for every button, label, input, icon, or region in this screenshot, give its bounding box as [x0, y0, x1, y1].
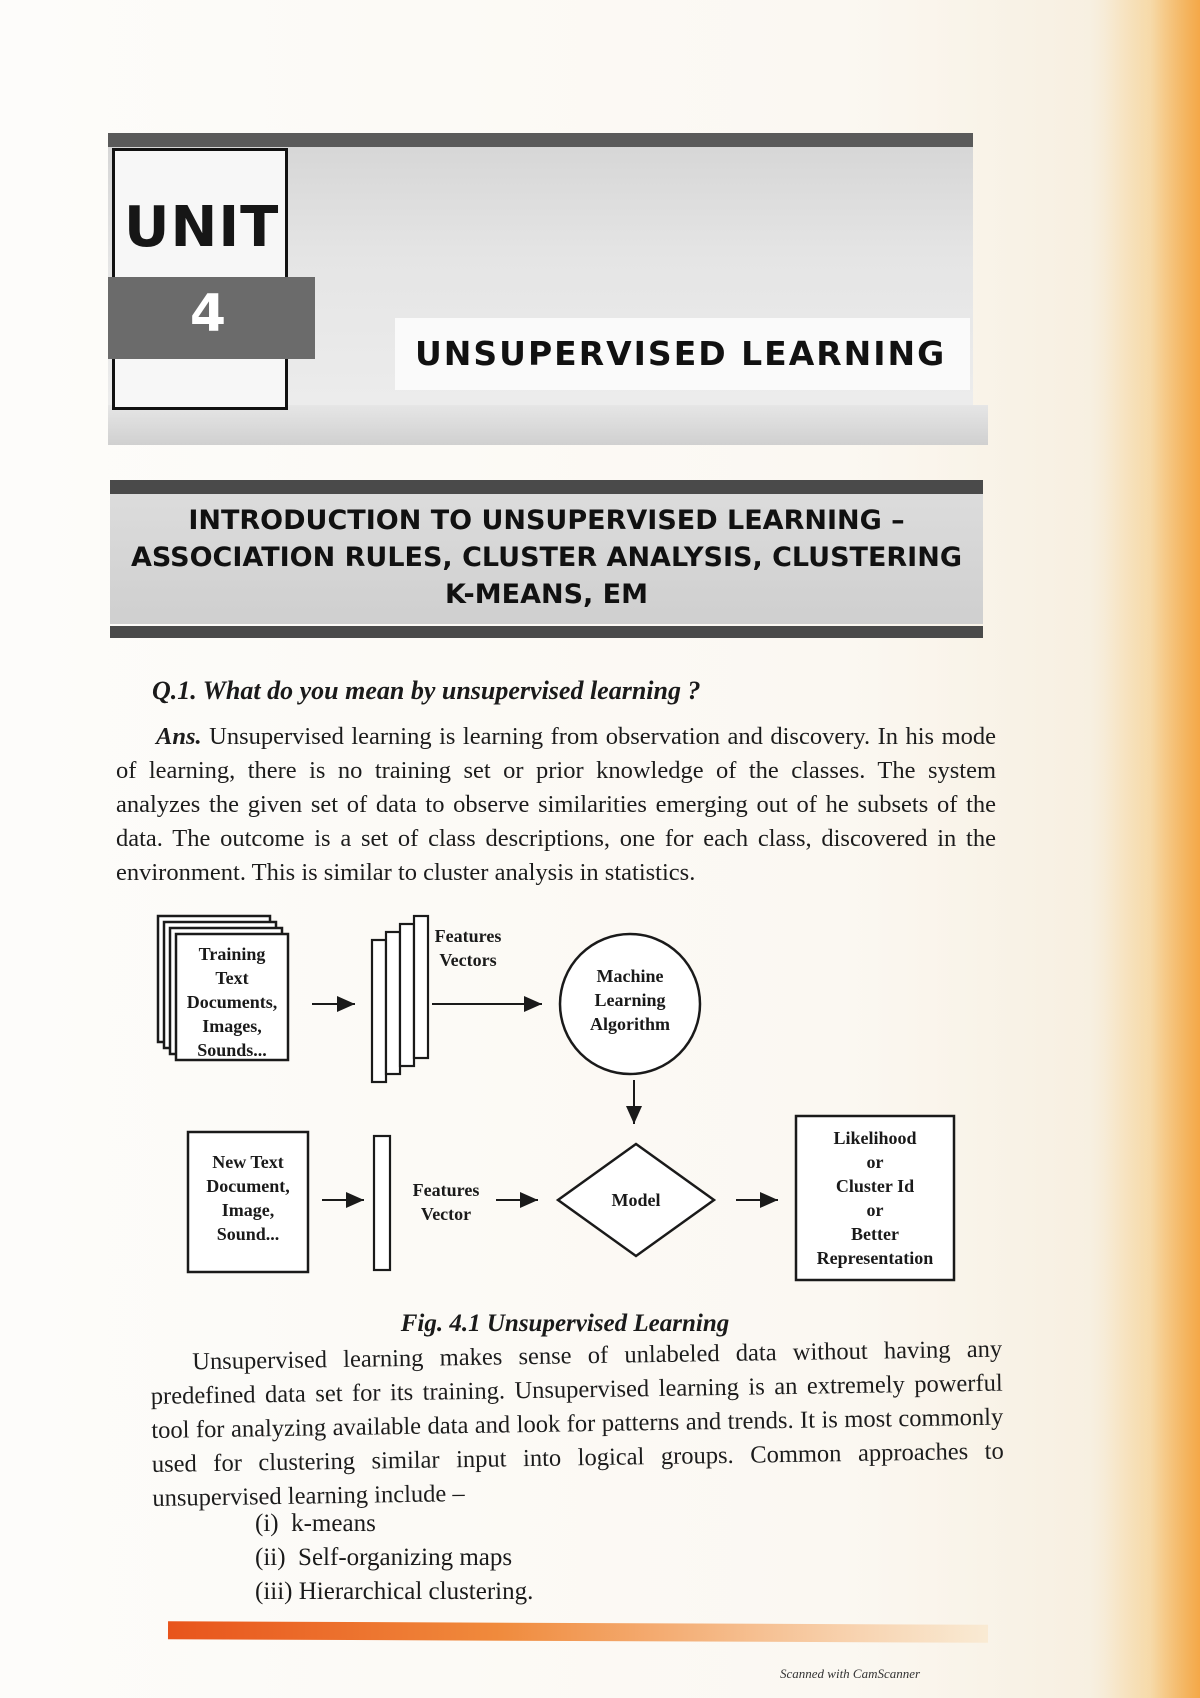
- list-marker: (i): [255, 1510, 279, 1537]
- unsupervised-learning-diagram: [150, 910, 980, 1300]
- section-heading-line: K-MEANS, EM: [444, 579, 648, 610]
- header-rule: [108, 133, 973, 147]
- new-doc-line: Image,: [221, 1200, 275, 1220]
- section-heading-line: ASSOCIATION RULES, CLUSTER ANALYSIS, CLUSTERING: [131, 542, 962, 573]
- output-line: or: [866, 1152, 884, 1172]
- feature-vector-bar: [374, 1136, 390, 1270]
- ml-algorithm-label: Learning: [594, 990, 666, 1010]
- new-doc-line: New Text: [212, 1152, 284, 1172]
- section-rule-top: [110, 480, 983, 494]
- list-text: Hierarchical clustering.: [298, 1578, 534, 1605]
- output-line: or: [866, 1200, 884, 1220]
- body-paragraph: Unsupervised learning makes sense of unlabeled data without having any predefined data set for its training. Unsupervised learning is an extremely powerful tool for analyzing available data and look for patterns and trends. It is most commonly used for clustering similar input into logical groups. Common approaches to unsupervised learning include –: [150, 1335, 1004, 1512]
- features-vectors-label: Features: [434, 926, 502, 946]
- question-heading: Q.1. What do you mean by unsupervised learning ?: [152, 676, 701, 705]
- training-docs-line: Sounds...: [197, 1040, 267, 1060]
- list-item: [255, 1541, 533, 1575]
- figure-caption: Fig. 4.1 Unsupervised Learning: [400, 1310, 730, 1337]
- training-documents-stack: [158, 916, 288, 1060]
- list-marker: (ii): [255, 1544, 286, 1571]
- chapter-title: UNSUPERVISED LEARNING: [415, 334, 947, 373]
- section-rule-bottom: [110, 626, 983, 638]
- unit-label: UNIT: [124, 195, 280, 260]
- training-docs-line: Documents,: [186, 992, 278, 1012]
- output-line: Likelihood: [833, 1128, 917, 1148]
- training-docs-line: Text: [215, 968, 249, 988]
- new-doc-line: Sound...: [216, 1224, 280, 1244]
- page-edge-shadow: [1090, 0, 1200, 1698]
- output-line: Cluster Id: [835, 1176, 915, 1196]
- new-doc-line: Document,: [206, 1176, 290, 1196]
- training-docs-line: Training: [198, 944, 266, 964]
- page-bottom-strip: [168, 1621, 988, 1643]
- list-item: [255, 1575, 533, 1609]
- unit-number: 4: [189, 284, 227, 344]
- list-marker: (iii): [255, 1578, 293, 1605]
- feature-vector-label: Vector: [420, 1204, 472, 1224]
- ml-algorithm-label: Algorithm: [590, 1014, 670, 1034]
- training-docs-line: Images,: [202, 1016, 262, 1036]
- header-band-fade: [108, 405, 988, 445]
- answer-paragraph: [116, 720, 996, 890]
- approaches-list: [255, 1507, 533, 1609]
- ml-algorithm-label: Machine: [596, 966, 664, 986]
- output-line: Representation: [816, 1248, 934, 1268]
- feature-vectors-bars: [372, 916, 428, 1082]
- list-item: [255, 1507, 533, 1541]
- answer-label: Ans.: [156, 723, 202, 750]
- scanner-watermark: Scanned with CamScanner: [780, 1666, 921, 1681]
- list-text: k-means: [291, 1510, 376, 1537]
- answer-text: Unsupervised learning is learning from observation and discovery. In his mode of learning, there is no training set or prior knowledge of the classes. The system analyzes the given set of data to observe similarities emerging out of he subsets of the data. The outcome is a set of class descriptions, one for each class, discovered in the environment. This is similar to cluster analysis in statistics.: [116, 723, 996, 886]
- section-heading-line: INTRODUCTION TO UNSUPERVISED LEARNING –: [188, 505, 905, 536]
- features-vectors-label: Vectors: [439, 950, 497, 970]
- output-line: Better: [851, 1224, 899, 1244]
- model-label: Model: [611, 1190, 661, 1210]
- list-text: Self-organizing maps: [298, 1544, 513, 1571]
- feature-vector-label: Features: [412, 1180, 480, 1200]
- section-heading: [110, 502, 983, 613]
